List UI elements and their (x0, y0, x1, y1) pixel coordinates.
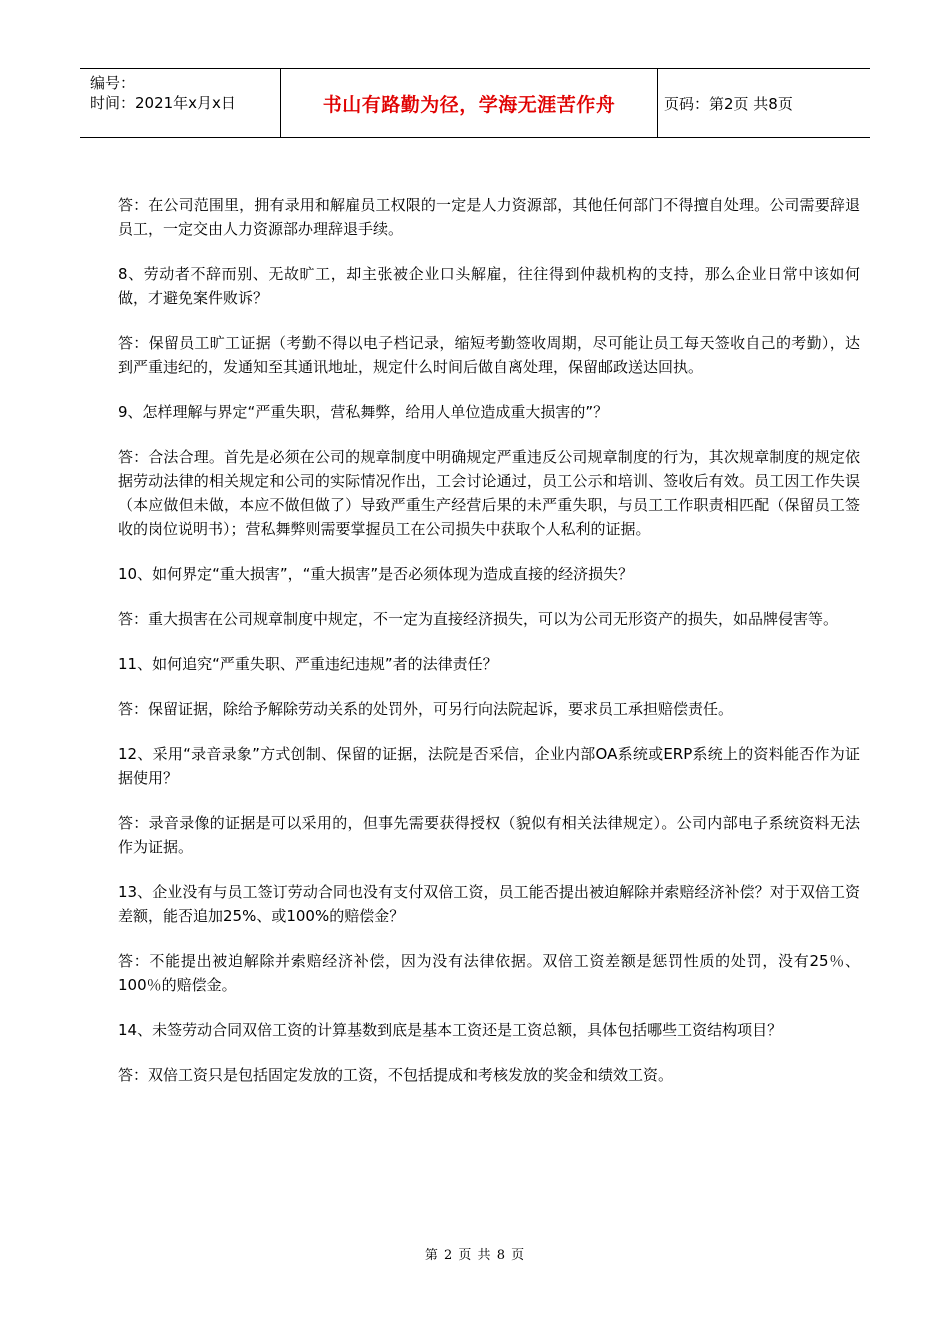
paragraph: 11、如何追究“严重失职、严重违纪违规”者的法律责任？ (118, 655, 498, 673)
paragraph: 答：双倍工资只是包括固定发放的工资，不包括提成和考核发放的奖金和绩效工资。 (118, 1066, 674, 1084)
paragraph: 14、未签劳动合同双倍工资的计算基数到底是基本工资还是工资总额，具体包括哪些工资结构项目？ (118, 1021, 783, 1039)
number-label: 编号： (90, 74, 136, 92)
page-footer: 第 2 页 共 8 页 (424, 1248, 526, 1263)
paragraph: 13、企业没有与员工签订劳动合同也没有支付双倍工资，员工能否提出被迫解除并索赔经济补偿？对于双倍工资差额，能否追加25%、或100%的赔偿金？ (118, 883, 860, 925)
header-page-code: 页码：第2页 共8页 (664, 94, 793, 113)
paragraph: 答：重大损害在公司规章制度中规定，不一定为直接经济损失，可以为公司无形资产的损失，如品牌侵害等。 (118, 610, 839, 628)
document-body (118, 193, 860, 1108)
paragraph: 答：录音录像的证据是可以采用的，但事先需要获得授权（貌似有相关法律规定）。公司内部电子系统资料无法作为证据。 (118, 814, 860, 856)
page-header (80, 68, 870, 138)
header-meta (80, 69, 281, 137)
paragraph: 12、采用“录音录象”方式创制、保留的证据，法院是否采信，企业内部OA系统或ERP系统上的资料能否作为证据使用？ (118, 745, 860, 787)
paragraph: 答：保留证据，除给予解除劳动关系的处罚外，可另行向法院起诉，要求员工承担赔偿责任。 (118, 700, 734, 718)
paragraph: 答：不能提出被迫解除并索赔经济补偿，因为没有法律依据。双倍工资差额是惩罚性质的处罚，没有25％、100％的赔偿金。 (118, 952, 860, 994)
paragraph: 答：保留员工旷工证据（考勤不得以电子档记录，缩短考勤签收周期，尽可能让员工每天签收自己的考勤），达到严重违纪的，发通知至其通讯地址，规定什么时间后做自离处理，保留邮政送达回执。 (118, 334, 860, 376)
date-label: 时间：2021年x月x日 (90, 94, 236, 112)
paragraph: 答：在公司范围里，拥有录用和解雇员工权限的一定是人力资源部，其他任何部门不得擅自处理。公司需要辞退员工，一定交由人力资源部办理辞退手续。 (118, 196, 860, 238)
paragraph: 10、如何界定“重大损害”，“重大损害”是否必须体现为造成直接的经济损失？ (118, 565, 634, 583)
paragraph: 9、怎样理解与界定“严重失职，营私舞弊，给用人单位造成重大损害的”？ (118, 403, 609, 421)
paragraph: 8、劳动者不辞而别、无故旷工，却主张被企业口头解雇，往往得到仲裁机构的支持，那么企业日常中该如何做，才避免案件败诉？ (118, 265, 860, 307)
header-motto: 书山有路勤为径，学海无涯苦作舟 (281, 69, 658, 137)
paragraph: 答：合法合理。首先是必须在公司的规章制度中明确规定严重违反公司规章制度的行为，其次规章制度的规定依据劳动法律的相关规定和公司的实际情况作出，工会讨论通过，员工公示和培训、签收后有效。员工因工作失误（本应做但未做，本应不做但做了）导致严重生产经营后果的未严重失职，与员工工作职责相匹配（保留员工签收的岗位说明书）；营私舞弊则需要掌握员工在公司损失中获取个人私利的证据。 (118, 448, 860, 538)
